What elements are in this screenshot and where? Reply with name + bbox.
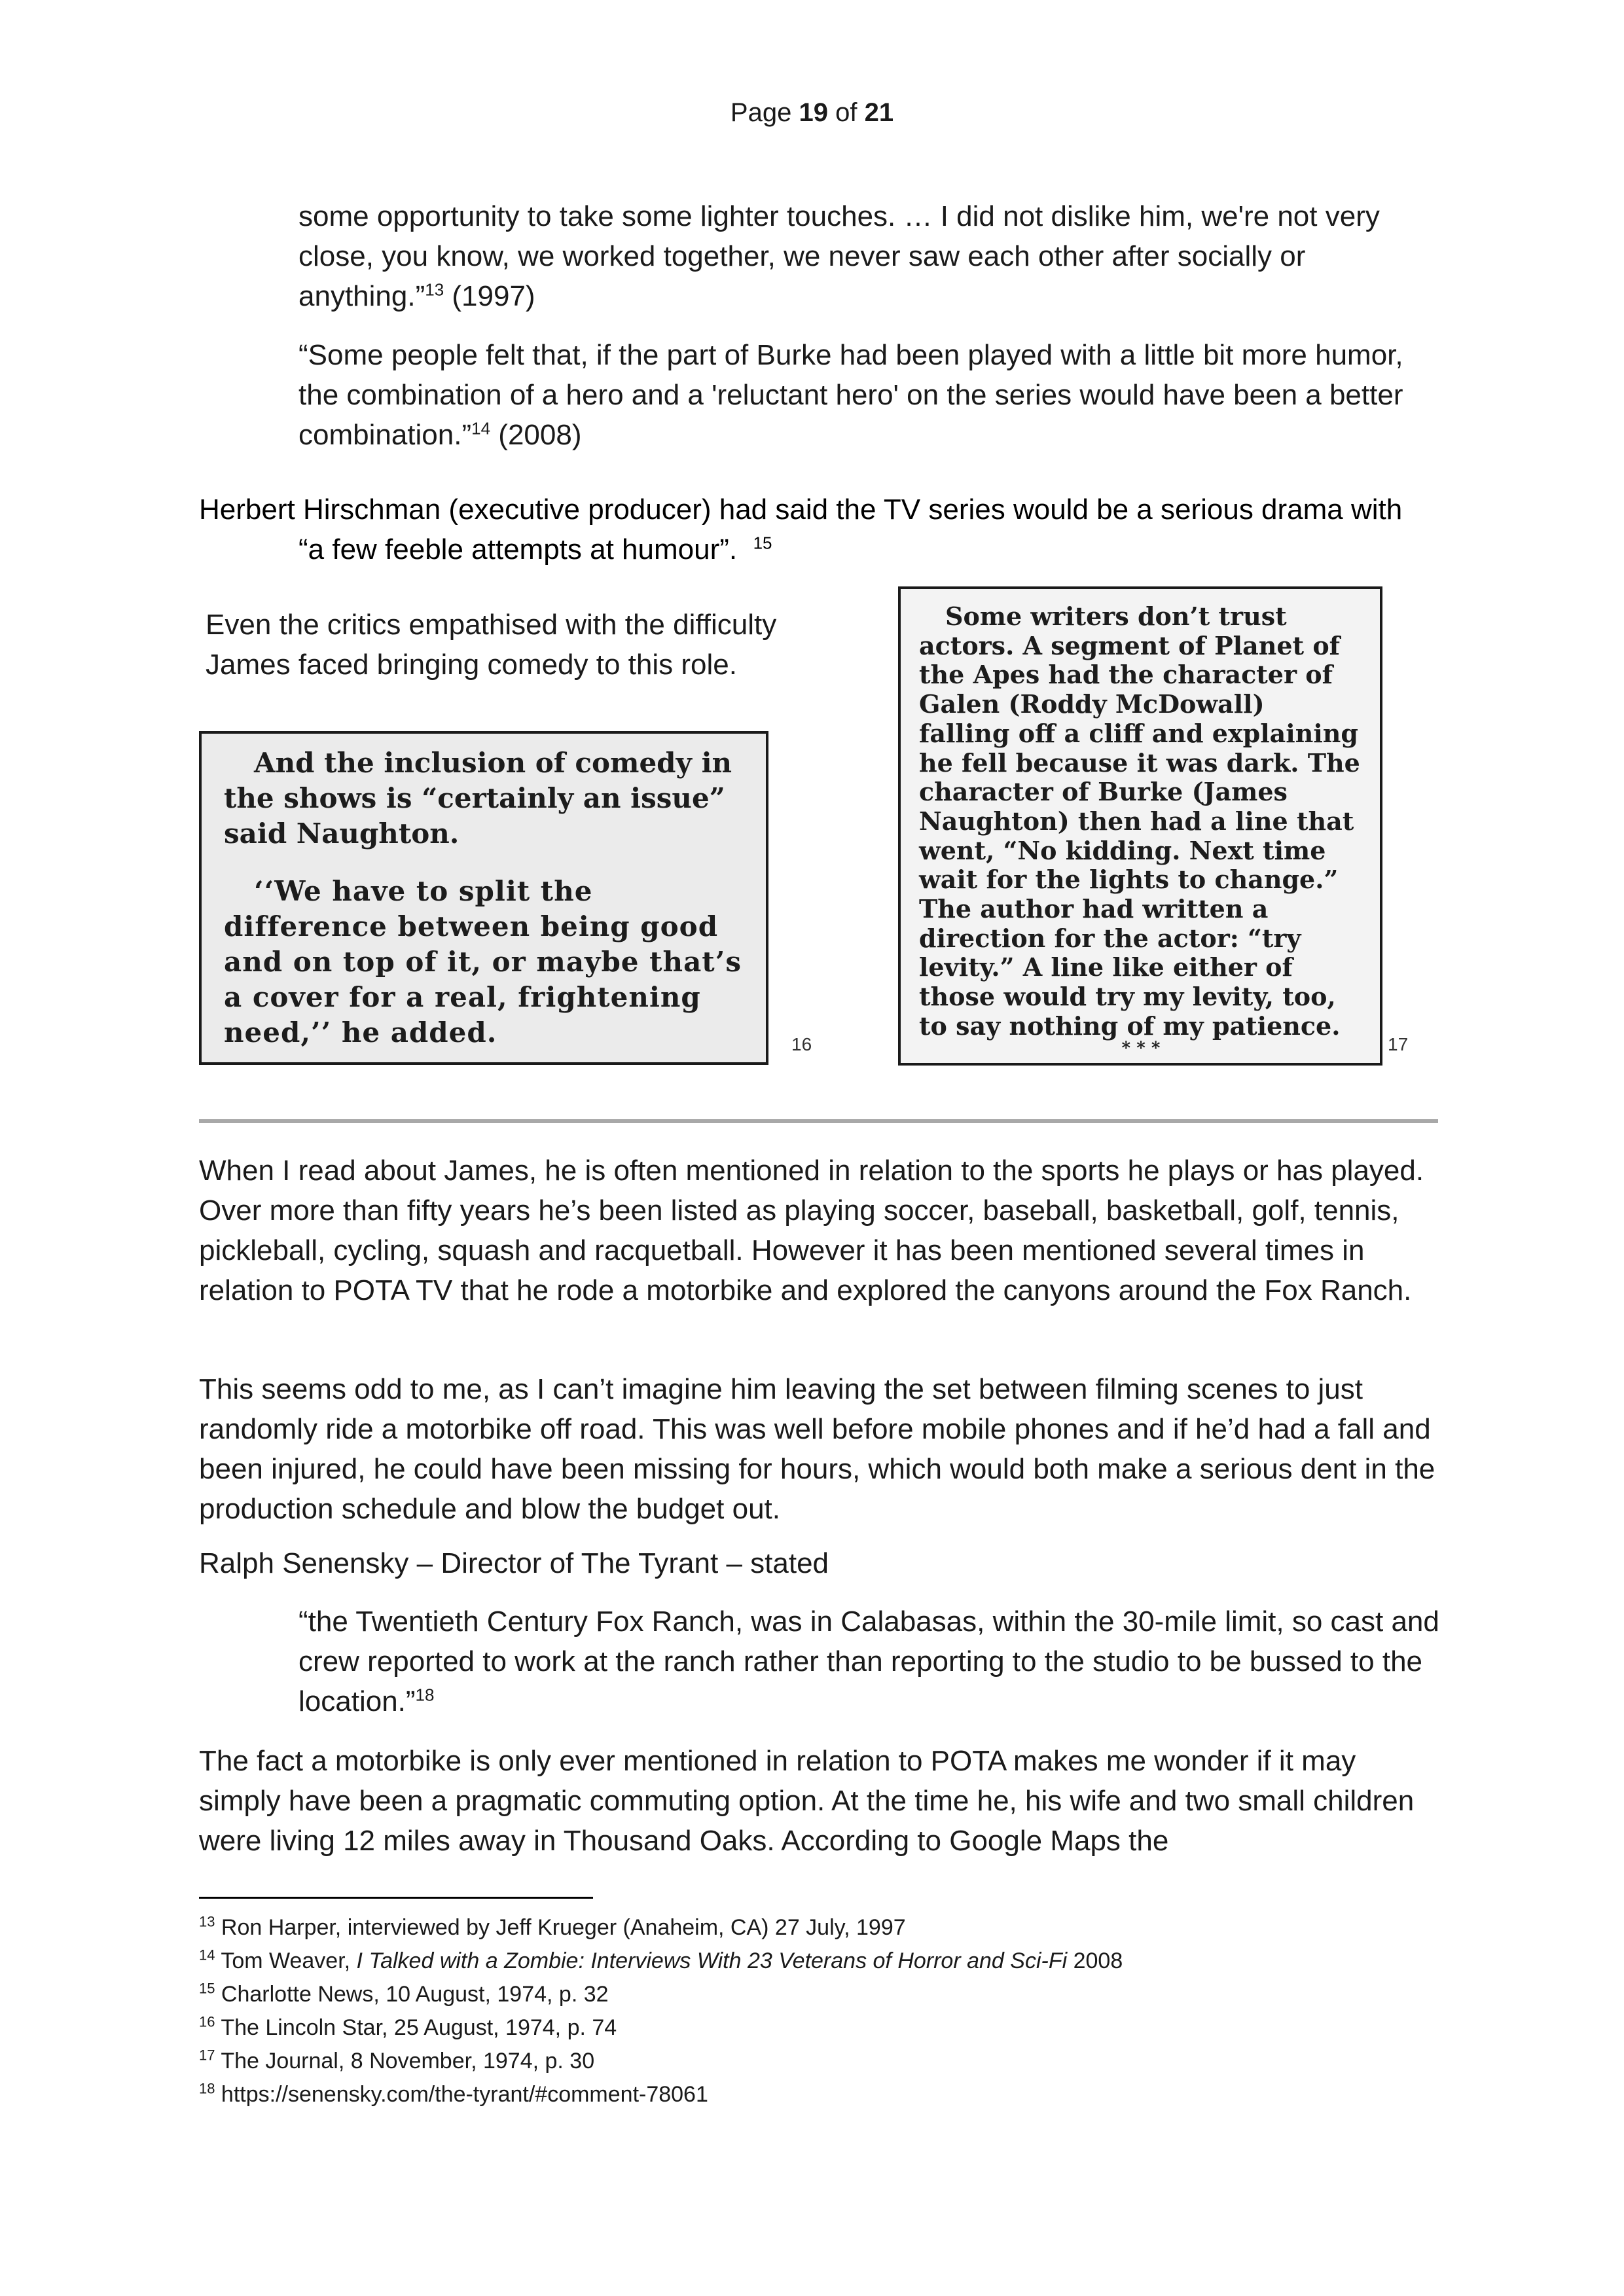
quote-text: some opportunity to take some lighter touches. … I did not dislike him, we're not very close, you know, we worked together, we never saw each other after socially or anything.” bbox=[298, 200, 1380, 312]
heading-line-1: Herbert Hirschman (executive producer) had said the TV series would be a serious drama with bbox=[199, 493, 1403, 526]
quote-year: (1997) bbox=[444, 280, 535, 312]
page-label: Page bbox=[730, 98, 792, 127]
quote-senensky bbox=[298, 1602, 1451, 1721]
footnote-ref: 15 bbox=[753, 533, 772, 553]
footnotes bbox=[199, 1911, 1443, 2111]
clipping-source-number: 16 bbox=[791, 1034, 812, 1054]
newspaper-clipping-lincoln-star bbox=[199, 731, 768, 1065]
total-pages-number: 21 bbox=[864, 98, 894, 127]
footnote-ref: 14 bbox=[471, 418, 491, 439]
quote-text: “the Twentieth Century Fox Ranch, was in Calabasas, within the 30-mile limit, so cast and crew reported to work at the ranch rather than reporting to the studio to be bussed to the location.” bbox=[298, 1605, 1439, 1717]
critics-note: Even the critics empathised with the difficulty James faced bringing comedy to this role. bbox=[206, 609, 777, 681]
book-title: I Talked with a Zombie: Interviews With 23 Veterans of Horror and Sci-Fi bbox=[356, 1948, 1068, 1973]
quote-year: (2008) bbox=[490, 419, 582, 451]
paragraph-senensky: Ralph Senensky – Director of The Tyrant – stated bbox=[199, 1547, 829, 1579]
clipping-text: Some writers don’t trust actors. A segment of Planet of the Apes had the character of Galen (Roddy McDowall) falling off a cliff and explaining he fell because it was dark. The character of Burke (James Naughton) then had a line that went, “No kidding. Next time wait for the lights to change.” The author had written a direction for the actor: “try levity.” A line like either of those would try my levity, too, to say nothing of my patience. bbox=[919, 601, 1360, 1041]
newspaper-clipping-the-journal bbox=[898, 586, 1382, 1066]
footnote-15: $^{15}$ Charlotte News, 10 August, 1974, p. 32 bbox=[199, 1980, 609, 2007]
paragraph-sports: When I read about James, he is often mentioned in relation to the sports he plays or has played. Over more than fifty years he’s been listed as playing soccer, baseball, basketball, golf, tennis, pickleball, cycling, squash and racquetball. However it has been mentioned several times in relation to POTA TV that he rode a motorbike and explored the canyons around the Fox Ranch. bbox=[199, 1155, 1424, 1306]
page-header bbox=[0, 98, 1624, 128]
clipping-source-number: 17 bbox=[1388, 1034, 1409, 1054]
section-divider bbox=[199, 1119, 1438, 1123]
quote-tom-weaver bbox=[298, 335, 1451, 455]
hirschman-heading bbox=[199, 490, 1446, 569]
paragraph-motorbike: This seems odd to me, as I can’t imagine him leaving the set between filming scenes to just randomly ride a motorbike off road. This was well before mobile phones and if he’d had a fall and been injured, he could have been missing for hours, which would both make a serious dent in the production schedule and blow the budget out. bbox=[199, 1373, 1435, 1525]
clipping-paragraph-2: ‘‘We have to split the difference between being good and on top of it, or maybe that’s a cover for a real, frightening need,’’ he added. bbox=[224, 875, 742, 1049]
footnote-13: $^{13}$ Ron Harper, interviewed by Jeff Krueger (Anaheim, CA) 27 July, 1997 bbox=[199, 1913, 906, 1940]
paragraph-commuting: The fact a motorbike is only ever mentioned in relation to POTA makes me wonder if it may simply have been a pragmatic commuting option. At the time he, his wife and two small children were living 12 miles away in Thousand Oaks. According to Google Maps the bbox=[199, 1745, 1415, 1857]
clipping-paragraph-1: And the inclusion of comedy in the shows is “certainly an issue” said Naughton. bbox=[224, 747, 732, 850]
footnote-14: $^{14}$ Tom Weaver, I Talked with a Zombie: Interviews With 23 Veterans of Horror and Sci-Fi 2008 bbox=[199, 1946, 1123, 1973]
quote-text: “Some people felt that, if the part of Burke had been played with a little bit more humor, the combination of a hero and a 'reluctant hero' on the series would have been a better combination.” bbox=[298, 339, 1403, 451]
current-page-number: 19 bbox=[799, 98, 828, 127]
quote-ron-harper bbox=[298, 196, 1451, 316]
footnote-16: $^{16}$ The Lincoln Star, 25 August, 1974, p. 74 bbox=[199, 2013, 617, 2040]
footnote-separator bbox=[199, 1897, 593, 1899]
clipping-stars: * * * bbox=[1121, 1038, 1161, 1058]
footnote-18: $^{18}$ https://senensky.com/the-tyrant/#comment-78061 bbox=[199, 2080, 708, 2107]
of-label: of bbox=[835, 98, 857, 127]
footnote-17: $^{17}$ The Journal, 8 November, 1974, p. 30 bbox=[199, 2047, 595, 2073]
footnote-ref: 13 bbox=[425, 279, 444, 300]
footnote-ref: 18 bbox=[415, 1685, 435, 1705]
heading-line-2: “a few feeble attempts at humour”. bbox=[298, 533, 738, 565]
